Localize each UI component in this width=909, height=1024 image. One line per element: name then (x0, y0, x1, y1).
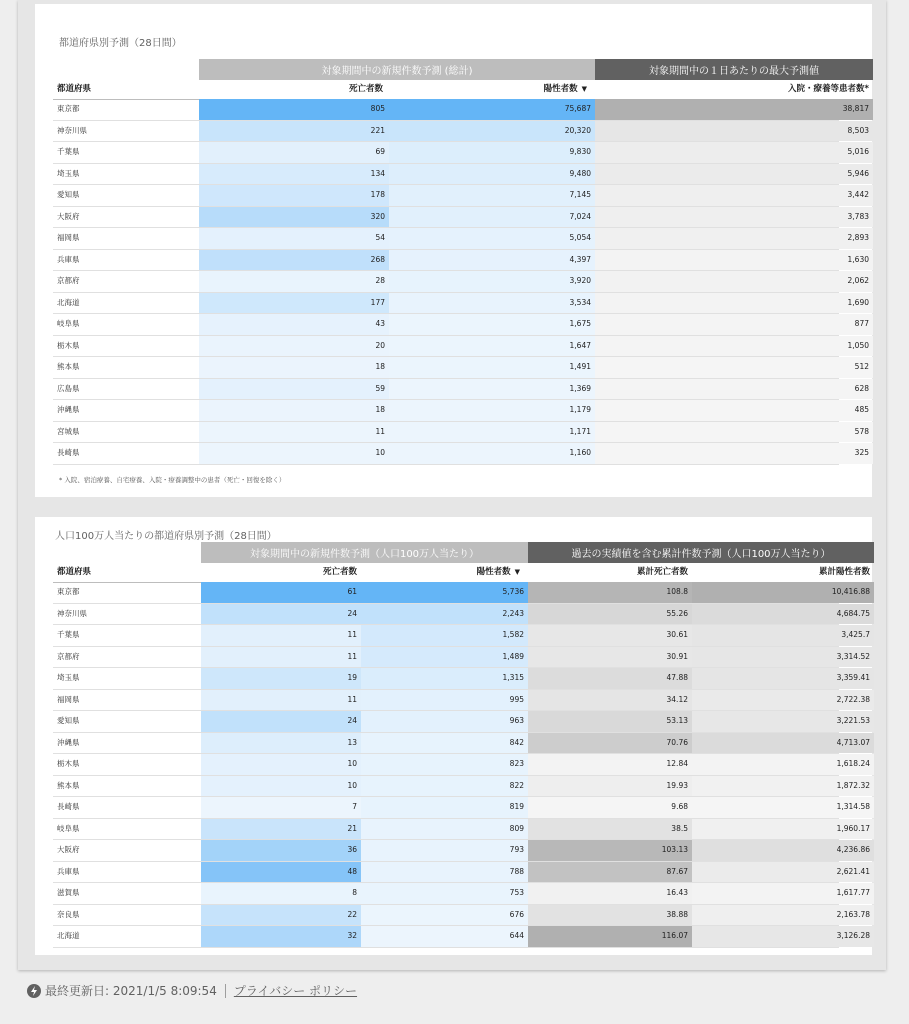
cell-prefecture: 栃木県 (57, 340, 80, 350)
cell-deaths: 28 (199, 271, 389, 292)
table-row (53, 647, 870, 669)
cell-prefecture: 奈良県 (57, 909, 80, 919)
cell-positive: 788 (361, 862, 528, 883)
footer-divider (225, 984, 226, 998)
cell-prefecture: 愛知県 (57, 716, 80, 725)
column-header-prefecture[interactable]: 都道府県 (57, 567, 92, 577)
table-row (53, 250, 869, 272)
cell-deaths: 48 (201, 862, 361, 883)
cell-positive: 753 (361, 883, 528, 904)
cell-cumulative-deaths: 47.88 (528, 668, 692, 689)
cell-deaths: 7 (201, 797, 361, 818)
cell-prefecture: 広島県 (57, 383, 80, 393)
cell-patients: 1,050 (595, 336, 873, 357)
cell-deaths: 54 (199, 228, 389, 249)
cell-prefecture: 熊本県 (57, 780, 80, 790)
table1-group-header-new-cases: 対象期間中の新規件数予測 (総計) (199, 59, 595, 80)
cell-positive: 3,534 (389, 293, 595, 314)
table1-group-header-daily-max: 対象期間中の１日あたりの最大予測値 (595, 59, 873, 80)
cell-prefecture: 埼玉県 (57, 168, 80, 178)
cell-cumulative-positive: 3,126.28 (692, 926, 874, 947)
table-row (53, 776, 870, 798)
cell-deaths: 32 (201, 926, 361, 947)
page-footer (27, 982, 357, 999)
cell-prefecture: 東京都 (57, 587, 80, 596)
cell-patients: 38,817 (595, 99, 873, 120)
cell-cumulative-deaths: 16.43 (528, 883, 692, 904)
cell-patients: 628 (595, 379, 873, 400)
cell-prefecture: 京都府 (57, 276, 80, 285)
column-header-deaths[interactable]: 死亡者数 (348, 84, 383, 94)
cell-deaths: 59 (199, 379, 389, 400)
column-header-positive[interactable] (361, 563, 528, 582)
cell-positive: 1,491 (389, 357, 595, 378)
cell-deaths: 61 (201, 582, 361, 603)
cell-positive: 75,687 (389, 99, 595, 120)
cell-positive: 842 (361, 733, 528, 754)
table2-group-header-cumulative: 過去の実績値を含む累計件数予測（人口100万人当たり） (528, 542, 874, 563)
bolt-icon (27, 984, 41, 998)
column-header-positive-label: 陽性者数 (476, 567, 511, 577)
cell-patients: 3,783 (595, 207, 873, 228)
table-row (53, 164, 869, 186)
cell-cumulative-deaths: 38.5 (528, 819, 692, 840)
table-row (53, 379, 869, 401)
table-row (53, 271, 869, 293)
table-row (53, 443, 869, 465)
cell-prefecture: 千葉県 (57, 630, 80, 639)
table-row (53, 142, 869, 164)
cell-cumulative-deaths: 9.68 (528, 797, 692, 818)
cell-deaths: 13 (201, 733, 361, 754)
cell-cumulative-positive: 4,236.86 (692, 840, 874, 861)
cell-prefecture: 沖縄県 (57, 737, 80, 747)
cell-positive: 676 (361, 905, 528, 926)
cell-positive: 3,920 (389, 271, 595, 292)
cell-prefecture: 沖縄県 (57, 405, 80, 414)
cell-cumulative-positive: 3,314.52 (692, 647, 874, 668)
cell-prefecture: 神奈川県 (57, 608, 87, 618)
cell-patients: 5,946 (595, 164, 873, 185)
cell-prefecture: 栃木県 (57, 759, 80, 768)
cell-prefecture: 福岡県 (57, 233, 80, 242)
cell-deaths: 134 (199, 164, 389, 185)
cell-cumulative-positive: 1,872.32 (692, 776, 874, 797)
cell-prefecture: 長崎県 (57, 448, 80, 457)
cell-cumulative-positive: 4,684.75 (692, 604, 874, 625)
table-row (53, 690, 870, 712)
cell-positive: 1,160 (389, 443, 595, 464)
cell-deaths: 24 (201, 711, 361, 732)
cell-cumulative-deaths: 103.13 (528, 840, 692, 861)
cell-positive: 1,582 (361, 625, 528, 646)
cell-positive: 5,054 (389, 228, 595, 249)
cell-cumulative-deaths: 55.26 (528, 604, 692, 625)
cell-patients: 485 (595, 400, 873, 421)
table-row (53, 422, 869, 444)
table2-group-header-new-cases: 対象期間中の新規件数予測（人口100万人当たり） (201, 542, 528, 563)
cell-positive: 4,397 (389, 250, 595, 271)
cell-deaths: 221 (199, 121, 389, 142)
table-row (53, 357, 869, 379)
last-updated-text: 最終更新日: 2021/1/5 8:09:54 (45, 984, 217, 998)
table-row (53, 625, 870, 647)
table2-title: 人口100万人当たりの都道府県別予測（28日間） (55, 531, 277, 542)
cell-prefecture: 千葉県 (57, 147, 80, 156)
cell-prefecture: 愛知県 (57, 190, 80, 199)
cell-prefecture: 熊本県 (57, 362, 80, 371)
per-million-forecast-card (35, 517, 872, 955)
cell-positive: 1,179 (389, 400, 595, 421)
cell-cumulative-positive: 2,722.38 (692, 690, 874, 711)
cell-cumulative-deaths: 34.12 (528, 690, 692, 711)
column-header-positive[interactable] (389, 80, 595, 99)
cell-deaths: 69 (199, 142, 389, 163)
cell-cumulative-deaths: 30.91 (528, 647, 692, 668)
cell-cumulative-deaths: 12.84 (528, 754, 692, 775)
cell-deaths: 10 (201, 776, 361, 797)
table-row (53, 582, 870, 604)
table2-header-row (53, 563, 870, 583)
cell-deaths: 177 (199, 293, 389, 314)
cell-cumulative-positive: 10,416.88 (692, 582, 874, 603)
table-row (53, 905, 870, 927)
cell-cumulative-positive: 1,960.17 (692, 819, 874, 840)
cell-patients: 1,630 (595, 250, 873, 271)
cell-deaths: 18 (199, 400, 389, 421)
cell-cumulative-positive: 3,359.41 (692, 668, 874, 689)
cell-deaths: 11 (201, 625, 361, 646)
cell-deaths: 320 (199, 207, 389, 228)
table-row (53, 228, 869, 250)
table-row (53, 797, 870, 819)
cell-patients: 578 (595, 422, 873, 443)
table-row (53, 336, 869, 358)
cell-positive: 644 (361, 926, 528, 947)
table-row (53, 862, 870, 884)
cell-patients: 2,062 (595, 271, 873, 292)
table-row (53, 733, 870, 755)
cell-patients: 1,690 (595, 293, 873, 314)
cell-positive: 5,736 (361, 582, 528, 603)
prefecture-forecast-card (35, 4, 872, 497)
cell-deaths: 19 (201, 668, 361, 689)
cell-prefecture: 大阪府 (57, 845, 80, 854)
cell-prefecture: 福岡県 (57, 694, 80, 704)
table-row (53, 99, 869, 121)
column-header-cumulative-positive[interactable]: 累計陽性者数 (818, 567, 870, 577)
table-row (53, 207, 869, 229)
cell-prefecture: 兵庫県 (57, 866, 80, 876)
cell-prefecture: 岐阜県 (57, 823, 80, 833)
table1-header-row (53, 80, 869, 100)
cell-prefecture: 埼玉県 (57, 673, 80, 682)
cell-positive: 1,489 (361, 647, 528, 668)
cell-patients: 512 (595, 357, 873, 378)
column-header-positive-label: 陽性者数 (543, 84, 578, 94)
cell-deaths: 36 (201, 840, 361, 861)
cell-positive: 7,024 (389, 207, 595, 228)
cell-deaths: 10 (199, 443, 389, 464)
cell-deaths: 268 (199, 250, 389, 271)
table1-body (53, 99, 869, 465)
cell-positive: 963 (361, 711, 528, 732)
cell-prefecture: 岐阜県 (57, 319, 80, 328)
table2-body (53, 582, 870, 948)
cell-deaths: 43 (199, 314, 389, 335)
cell-cumulative-deaths: 30.61 (528, 625, 692, 646)
cell-patients: 325 (595, 443, 873, 464)
cell-cumulative-positive: 2,621.41 (692, 862, 874, 883)
sort-desc-icon: ▼ (581, 85, 587, 93)
cell-prefecture: 北海道 (57, 297, 80, 307)
table-row (53, 840, 870, 862)
cell-positive: 1,647 (389, 336, 595, 357)
cell-positive: 9,830 (389, 142, 595, 163)
cell-patients: 5,016 (595, 142, 873, 163)
cell-patients: 877 (595, 314, 873, 335)
table-row (53, 293, 869, 315)
column-header-patients[interactable]: 入院・療養等患者数* (788, 84, 869, 94)
cell-prefecture: 兵庫県 (57, 254, 80, 264)
table-row (53, 185, 869, 207)
cell-cumulative-deaths: 70.76 (528, 733, 692, 754)
cell-positive: 995 (361, 690, 528, 711)
cell-positive: 9,480 (389, 164, 595, 185)
cell-positive: 20,320 (389, 121, 595, 142)
cell-cumulative-positive: 4,713.07 (692, 733, 874, 754)
cell-deaths: 11 (201, 690, 361, 711)
cell-positive: 7,145 (389, 185, 595, 206)
cell-prefecture: 大阪府 (57, 211, 80, 221)
cell-deaths: 11 (199, 422, 389, 443)
cell-prefecture: 滋賀県 (57, 888, 80, 897)
cell-cumulative-positive: 1,617.77 (692, 883, 874, 904)
cell-cumulative-deaths: 38.88 (528, 905, 692, 926)
table1-footnote: * 入院、宿泊療養、自宅療養、入院・療養調整中の患者（死亡・回復を除く） (59, 476, 286, 484)
cell-patients: 2,893 (595, 228, 873, 249)
cell-cumulative-deaths: 19.93 (528, 776, 692, 797)
cell-cumulative-deaths: 108.8 (528, 582, 692, 603)
cell-positive: 1,675 (389, 314, 595, 335)
table-row (53, 604, 870, 626)
table-row (53, 314, 869, 336)
table-row (53, 819, 870, 841)
cell-cumulative-positive: 3,425.7 (692, 625, 874, 646)
table-row (53, 668, 870, 690)
cell-deaths: 805 (199, 99, 389, 120)
table-row (53, 400, 869, 422)
table-row (53, 711, 870, 733)
column-header-cumulative-deaths[interactable]: 累計死亡者数 (636, 567, 688, 577)
cell-deaths: 8 (201, 883, 361, 904)
cell-cumulative-deaths: 53.13 (528, 711, 692, 732)
cell-deaths: 22 (201, 905, 361, 926)
cell-prefecture: 北海道 (57, 931, 80, 940)
cell-positive: 819 (361, 797, 528, 818)
cell-patients: 3,442 (595, 185, 873, 206)
cell-positive: 1,315 (361, 668, 528, 689)
table-row (53, 926, 870, 948)
cell-cumulative-positive: 1,618.24 (692, 754, 874, 775)
cell-positive: 1,369 (389, 379, 595, 400)
column-header-deaths[interactable]: 死亡者数 (322, 567, 357, 577)
cell-positive: 1,171 (389, 422, 595, 443)
table-row (53, 883, 870, 905)
cell-patients: 8,503 (595, 121, 873, 142)
cell-deaths: 11 (201, 647, 361, 668)
cell-positive: 822 (361, 776, 528, 797)
cell-cumulative-positive: 1,314.58 (692, 797, 874, 818)
cell-deaths: 20 (199, 336, 389, 357)
cell-deaths: 24 (201, 604, 361, 625)
cell-cumulative-deaths: 116.07 (528, 926, 692, 947)
cell-prefecture: 宮城県 (57, 426, 80, 436)
table-row (53, 121, 869, 143)
cell-positive: 823 (361, 754, 528, 775)
cell-deaths: 10 (201, 754, 361, 775)
cell-prefecture: 東京都 (57, 104, 80, 113)
table1-title: 都道府県別予測（28日間） (59, 38, 182, 49)
cell-prefecture: 神奈川県 (57, 125, 87, 135)
cell-cumulative-positive: 2,163.78 (692, 905, 874, 926)
cell-cumulative-deaths: 87.67 (528, 862, 692, 883)
cell-positive: 793 (361, 840, 528, 861)
cell-prefecture: 長崎県 (57, 802, 80, 811)
table-row (53, 754, 870, 776)
sort-desc-icon: ▼ (514, 568, 520, 576)
privacy-policy-link[interactable]: プライバシー ポリシー (233, 984, 358, 998)
cell-positive: 809 (361, 819, 528, 840)
cell-deaths: 18 (199, 357, 389, 378)
cell-deaths: 21 (201, 819, 361, 840)
cell-prefecture: 京都府 (57, 651, 80, 661)
cell-deaths: 178 (199, 185, 389, 206)
cell-cumulative-positive: 3,221.53 (692, 711, 874, 732)
column-header-prefecture[interactable]: 都道府県 (57, 84, 92, 94)
cell-positive: 2,243 (361, 604, 528, 625)
